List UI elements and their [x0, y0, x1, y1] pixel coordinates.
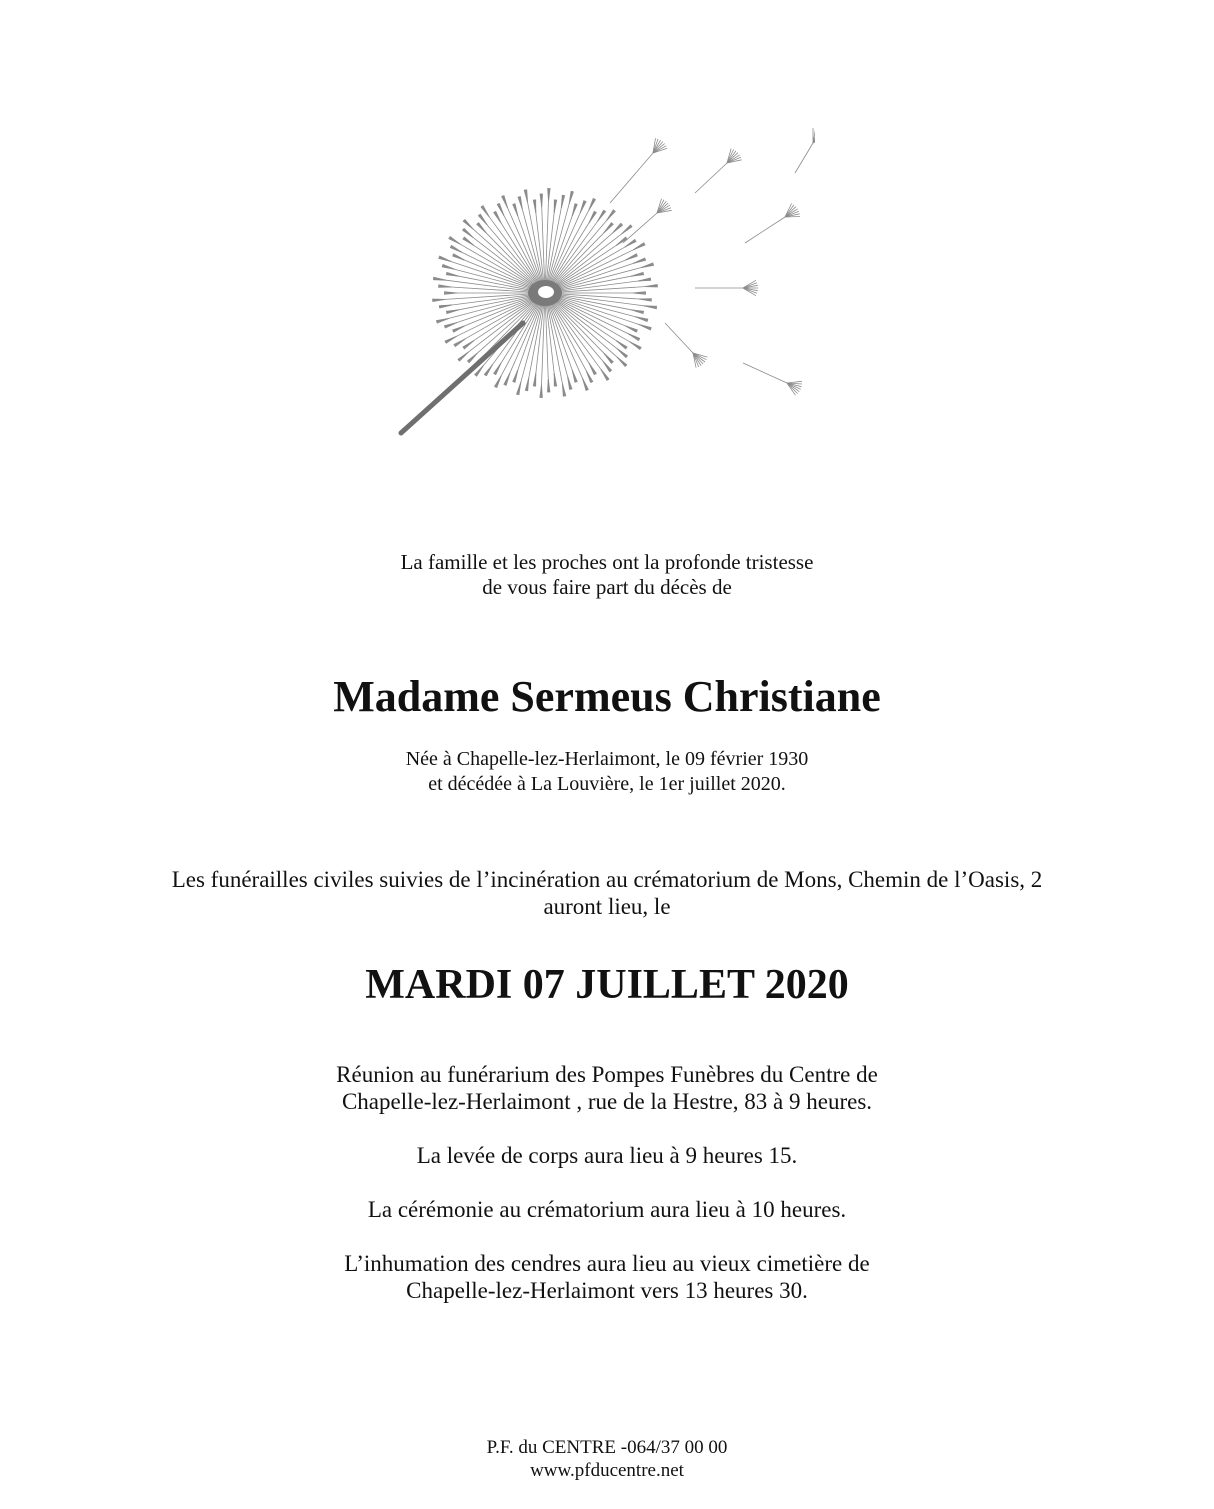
funeral-line: auront lieu, le: [543, 894, 671, 919]
funeral-date: MARDI 07 JUILLET 2020: [365, 962, 849, 1008]
footer: [0, 1436, 1214, 1482]
intro-line: La famille et les proches ont la profonde tristesse: [400, 550, 814, 574]
meeting-info: [0, 1061, 1214, 1115]
intro-line: de vous faire part du décès de: [482, 575, 732, 599]
funeral-line: Les funérailles civiles suivies de l’incinération au crématorium de Mons, Chemin de l’Oasis, 2: [171, 867, 1043, 892]
life-dates: [0, 747, 1214, 797]
ceremony-info: La cérémonie au crématorium aura lieu à 10 heures.: [367, 1197, 847, 1222]
deceased-name: Madame Sermeus Christiane: [333, 672, 881, 721]
announcement-intro: [0, 550, 1214, 600]
death-line: et décédée à La Louvière, le 1er juillet 2020.: [428, 773, 786, 795]
burial-line: L’inhumation des cendres aura lieu au vieux cimetière de: [344, 1251, 870, 1276]
levee-info: La levée de corps aura lieu à 9 heures 15.: [416, 1143, 798, 1168]
meeting-line: Réunion au funérarium des Pompes Funèbres du Centre de: [336, 1062, 878, 1087]
ceremony-details: [0, 1061, 1214, 1331]
burial-line: Chapelle-lez-Herlaimont vers 13 heures 30.: [406, 1278, 808, 1303]
funeral-announcement: [0, 866, 1214, 920]
company-contact: P.F. du CENTRE -064/37 00 00: [486, 1437, 728, 1458]
birth-line: Née à Chapelle-lez-Herlaimont, le 09 février 1930: [405, 748, 809, 770]
burial-info: [0, 1250, 1214, 1304]
meeting-line: Chapelle-lez-Herlaimont , rue de la Hestre, 83 à 9 heures.: [341, 1089, 873, 1114]
website-link[interactable]: www.pfducentre.net: [530, 1460, 684, 1481]
dandelion-icon: [395, 125, 815, 440]
